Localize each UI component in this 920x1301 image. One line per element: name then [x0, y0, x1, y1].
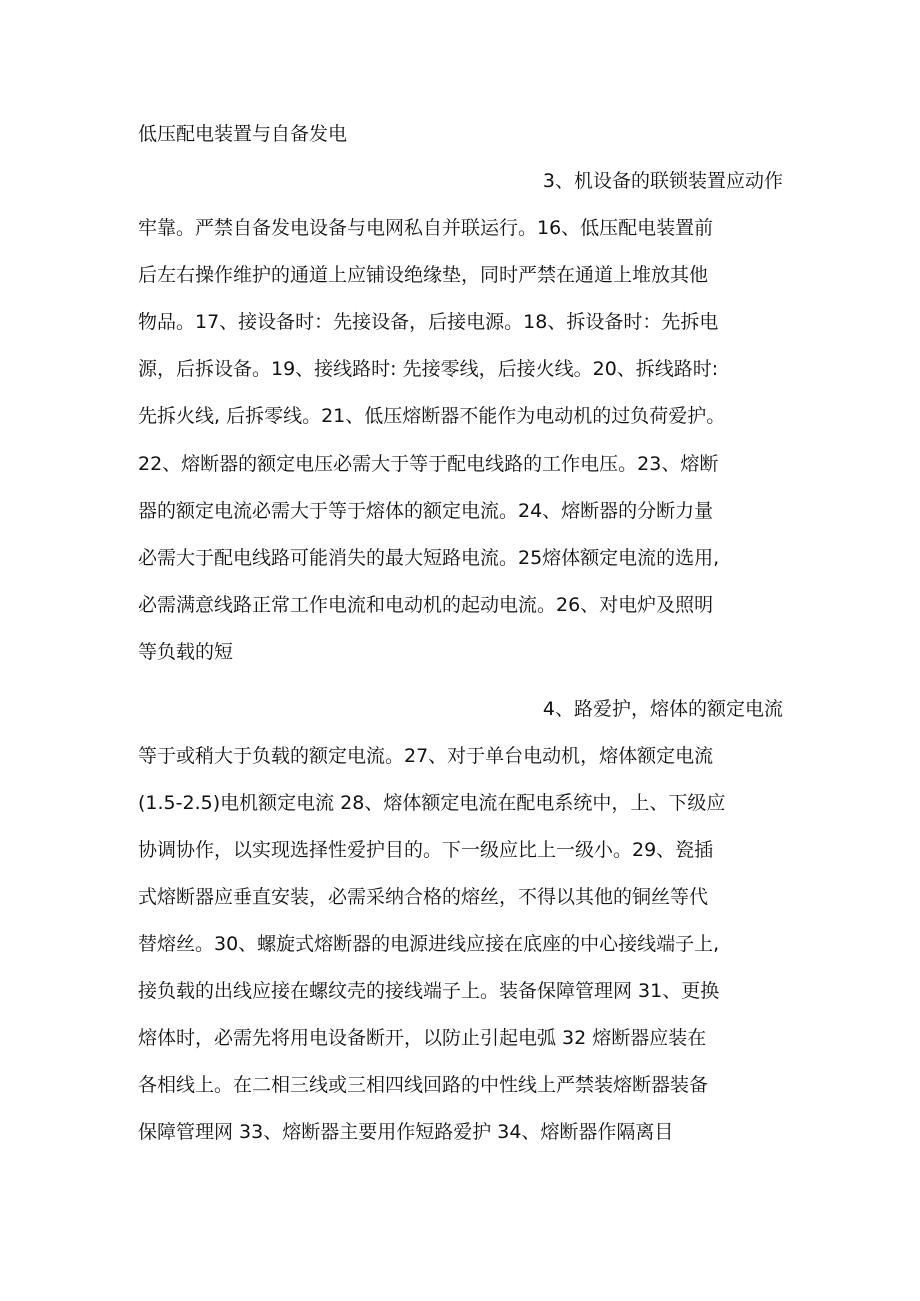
- text-line: 源，后拆设备。19、接线路时: 先接零线，后接火线。20、拆线路时:: [138, 358, 719, 380]
- text-line: 协调协作，以实现选择性爱护目的。下一级应比上一级小。29、瓷插: [138, 839, 714, 861]
- text-line: 替熔丝。30、螺旋式熔断器的电源进线应接在底座的中心接线端子上,: [138, 933, 720, 955]
- text-line: 各相线上。在二相三线或三相四线回路的中性线上严禁装熔断器装备: [138, 1074, 709, 1096]
- text-line: 22、熔断器的额定电压必需大于等于配电线路的工作电压。23、熔断: [138, 453, 719, 475]
- text-line: 器的额定电流必需大于等于熔体的额定电流。24、熔断器的分断力量: [138, 500, 714, 522]
- text-line: 先拆火线, 后拆零线。21、低压熔断器不能作为电动机的过负荷爱护。: [138, 405, 726, 427]
- text-line: 3、机设备的联锁装置应动作: [542, 170, 783, 192]
- text-line: 等于或稍大于负载的额定电流。27、对于单台电动机，熔体额定电流: [138, 745, 714, 767]
- text-line: 必需大于配电线路可能消失的最大短路电流。25熔体额定电流的选用,: [138, 547, 720, 569]
- text-line: 牢靠。严禁自备发电设备与电网私自并联运行。16、低压配电装置前: [138, 217, 714, 239]
- text-line: 接负载的出线应接在螺纹壳的接线端子上。装备保障管理网 31、更换: [138, 980, 720, 1002]
- text-line: 4、路爱护，熔体的额定电流: [542, 698, 783, 720]
- text-line: 保障管理网 33、熔断器主要用作短路爱护 34、熔断器作隔离目: [138, 1121, 674, 1143]
- text-line: (1.5-2.5)电机额定电流 28、熔体额定电流在配电系统中，上、下级应: [138, 792, 726, 814]
- text-line: 熔体时，必需先将用电设备断开，以防止引起电弧 32 熔断器应装在: [138, 1027, 707, 1049]
- text-line: 后左右操作维护的通道上应铺设绝缘垫，同时严禁在通道上堆放其他: [138, 264, 709, 286]
- text-line: 物品。17、接设备时：先接设备，后接电源。18、拆设备时：先拆电: [138, 311, 719, 333]
- text-line: 必需满意线路正常工作电流和电动机的起动电流。26、对电炉及照明: [138, 594, 714, 616]
- text-line: 式熔断器应垂直安装，必需采纳合格的熔丝，不得以其他的铜丝等代: [138, 886, 709, 908]
- text-line: 等负载的短: [138, 641, 234, 663]
- text-line: 低压配电装置与自备发电: [138, 123, 348, 145]
